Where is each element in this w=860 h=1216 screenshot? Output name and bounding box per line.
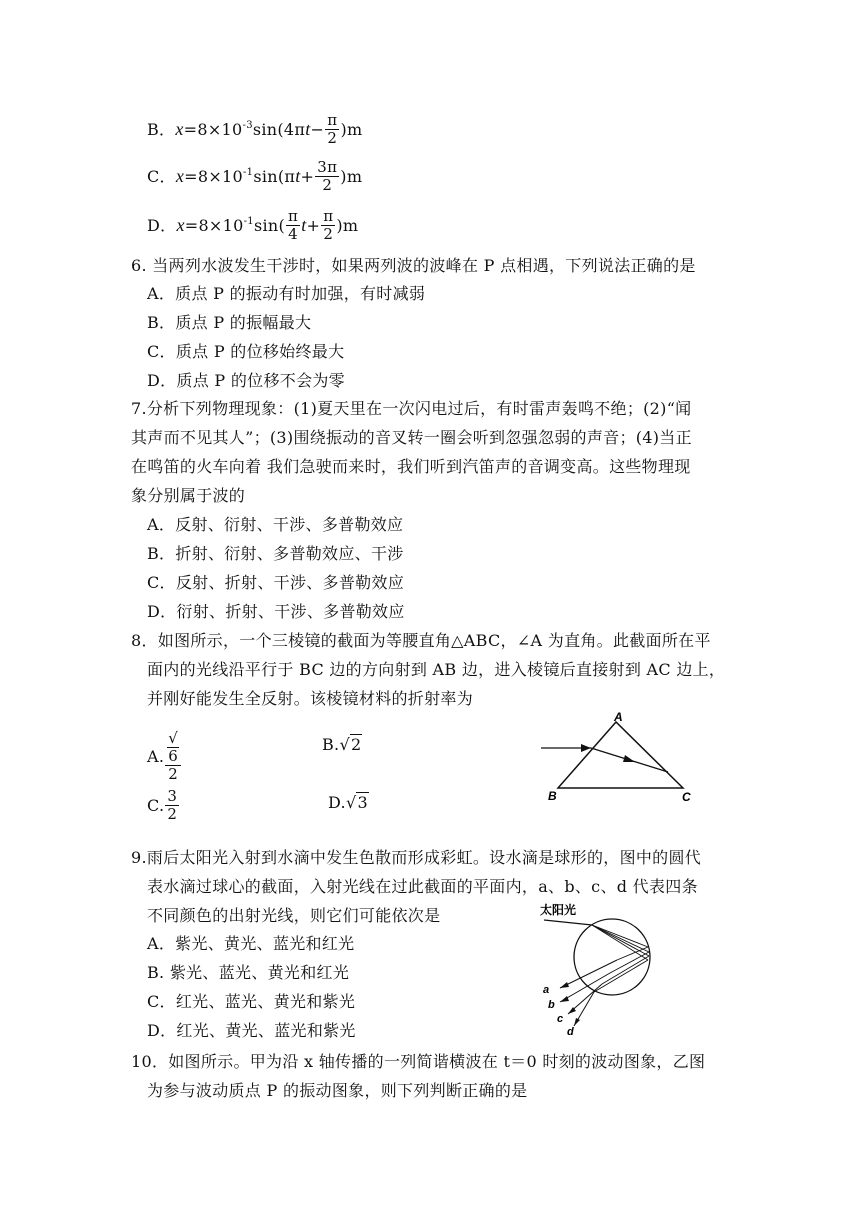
q8-stem-line: 并刚好能发生全反射。该棱镜材料的折射率为	[147, 689, 474, 708]
fraction: $\frac{3\pi}{2}$	[317, 158, 338, 194]
q5-option-b: B．$x=8\times 10^{-3}\sin(4\pi t-$ $\frac{\pi}{2}$ )m	[147, 111, 363, 147]
q9-option-d: D．红光、黄光、蓝光和紫光	[147, 1021, 356, 1040]
q7-option-d: D．衍射、折射、干涉、多普勒效应	[147, 602, 405, 621]
q5-option-c: C．$x=8\times 10^{-1}\sin(\pi t+$ $\frac{3\pi}{2}$ )m	[147, 158, 363, 194]
q9-option-a: A．紫光、黄光、蓝光和红光	[147, 934, 355, 953]
q8-option-d: D.√3	[328, 793, 368, 812]
q9-stem-line: 9.雨后太阳光入射到水滴中发生色散而形成彩虹。设水滴是球形的，图中的圆代	[131, 848, 702, 867]
q7-option-c: C．反射、折射、干涉、多普勒效应	[147, 573, 405, 592]
q7-stem-line: 7.分析下列物理现象：(1)夏天里在一次闪电过后，有时雷声轰鸣不绝；(2)“闻	[131, 399, 692, 418]
internal-ray	[592, 925, 649, 952]
fraction: √ 6 2	[165, 730, 181, 783]
fraction: $\frac{\pi}{2}$	[323, 207, 334, 243]
q9-stem-line: 表水滴过球心的截面，入射光线在过此截面的平面内，a、b、c、d 代表四条	[147, 877, 698, 896]
vertex-label-a: A	[614, 710, 623, 724]
ray-label-d: d	[567, 1026, 574, 1038]
arrow-head-icon	[623, 755, 635, 762]
prism-figure	[535, 708, 705, 808]
q6-option-a: A．质点 P 的振动有时加强，有时减弱	[147, 284, 426, 303]
incident-ray	[544, 920, 592, 925]
q8-option-b: B.√2	[322, 735, 362, 754]
q8-option-c: C. $\frac{3}{2}$	[147, 787, 178, 823]
q8-stem-line: 8．如图所示，一个三棱镜的截面为等腰直角△ABC，∠A 为直角。此截面所在平	[131, 631, 711, 650]
q7-stem-line: 其声而不见其人”；(3)围绕振动的音叉转一圈会听到忽强忽弱的声音；(4)当正	[131, 428, 692, 447]
internal-ray	[594, 960, 648, 992]
ray-label-b: b	[548, 999, 555, 1011]
q8-option-a: A. √ 6 2	[147, 731, 182, 784]
raindrop-figure	[530, 898, 670, 1038]
q9-option-b: B. 紫光、蓝光、黄光和红光	[147, 963, 350, 982]
fraction: $\frac{\pi}{4}$	[288, 207, 299, 243]
sqrt-sign: √3	[345, 793, 368, 812]
q5-option-d: D．$x=8\times 10^{-1}\sin$( $\frac{\pi}{4}$ t+ $\frac{\pi}{2}$ )m	[147, 207, 359, 243]
vertex-label-b: B	[548, 789, 557, 803]
q10-stem-line: 10．如图所示。甲为沿 x 轴传播的一列简谐横波在 t＝0 时刻的波动图象，乙图	[131, 1052, 706, 1071]
arrow-head-icon	[560, 982, 569, 988]
internal-ray	[617, 947, 648, 960]
sqrt-sign: √ 6	[168, 729, 179, 765]
q7-option-b: B．折射、衍射、多普勒效应、干涉	[147, 544, 404, 563]
internal-ray	[592, 925, 649, 956]
sqrt-sign: √2	[339, 735, 362, 754]
arrow-head-icon	[560, 996, 569, 1002]
vertex-label-c: C	[682, 790, 691, 804]
q7-option-a: A．反射、衍射、干涉、多普勒效应	[147, 515, 404, 534]
arrow-head-icon	[574, 1018, 580, 1026]
ray-label-c: c	[557, 1013, 564, 1025]
q9-option-c: C．红光、蓝光、黄光和紫光	[147, 992, 356, 1011]
fraction: $\frac{\pi}{2}$	[327, 111, 338, 147]
q7-stem-line: 象分别属于波的	[131, 486, 246, 505]
internal-ray	[592, 925, 648, 947]
q6-option-b: B．质点 P 的振幅最大	[147, 313, 312, 332]
ray-label-a: a	[543, 984, 550, 996]
q6-stem: 6. 当两列水波发生干涉时，如果两列波的波峰在 P 点相遇，下列说法正确的是	[131, 256, 696, 275]
q6-option-d: D．质点 P 的位移不会为零	[147, 371, 345, 390]
prism-triangle	[558, 722, 683, 788]
q8-stem-line: 面内的光线沿平行于 BC 边的方向射到 AB 边，进入棱镜后直接射到 AC 边上，	[147, 660, 726, 679]
water-drop-circle	[574, 919, 650, 995]
arrow-head-icon	[581, 744, 591, 752]
q7-stem-line: 在鸣笛的火车向着 我们急驶而来时，我们听到汽笛声的音调变高。这些物理现	[131, 457, 691, 476]
sunlight-label: 太阳光	[540, 903, 577, 917]
q6-option-c: C．质点 P 的位移始终最大	[147, 342, 345, 361]
fraction: $\frac{3}{2}$	[167, 787, 178, 823]
q9-stem-line: 不同颜色的出射光线，则它们可能依次是	[147, 906, 441, 925]
q10-stem-line: 为参与波动质点 P 的振动图象，则下列判断正确的是	[147, 1081, 528, 1100]
